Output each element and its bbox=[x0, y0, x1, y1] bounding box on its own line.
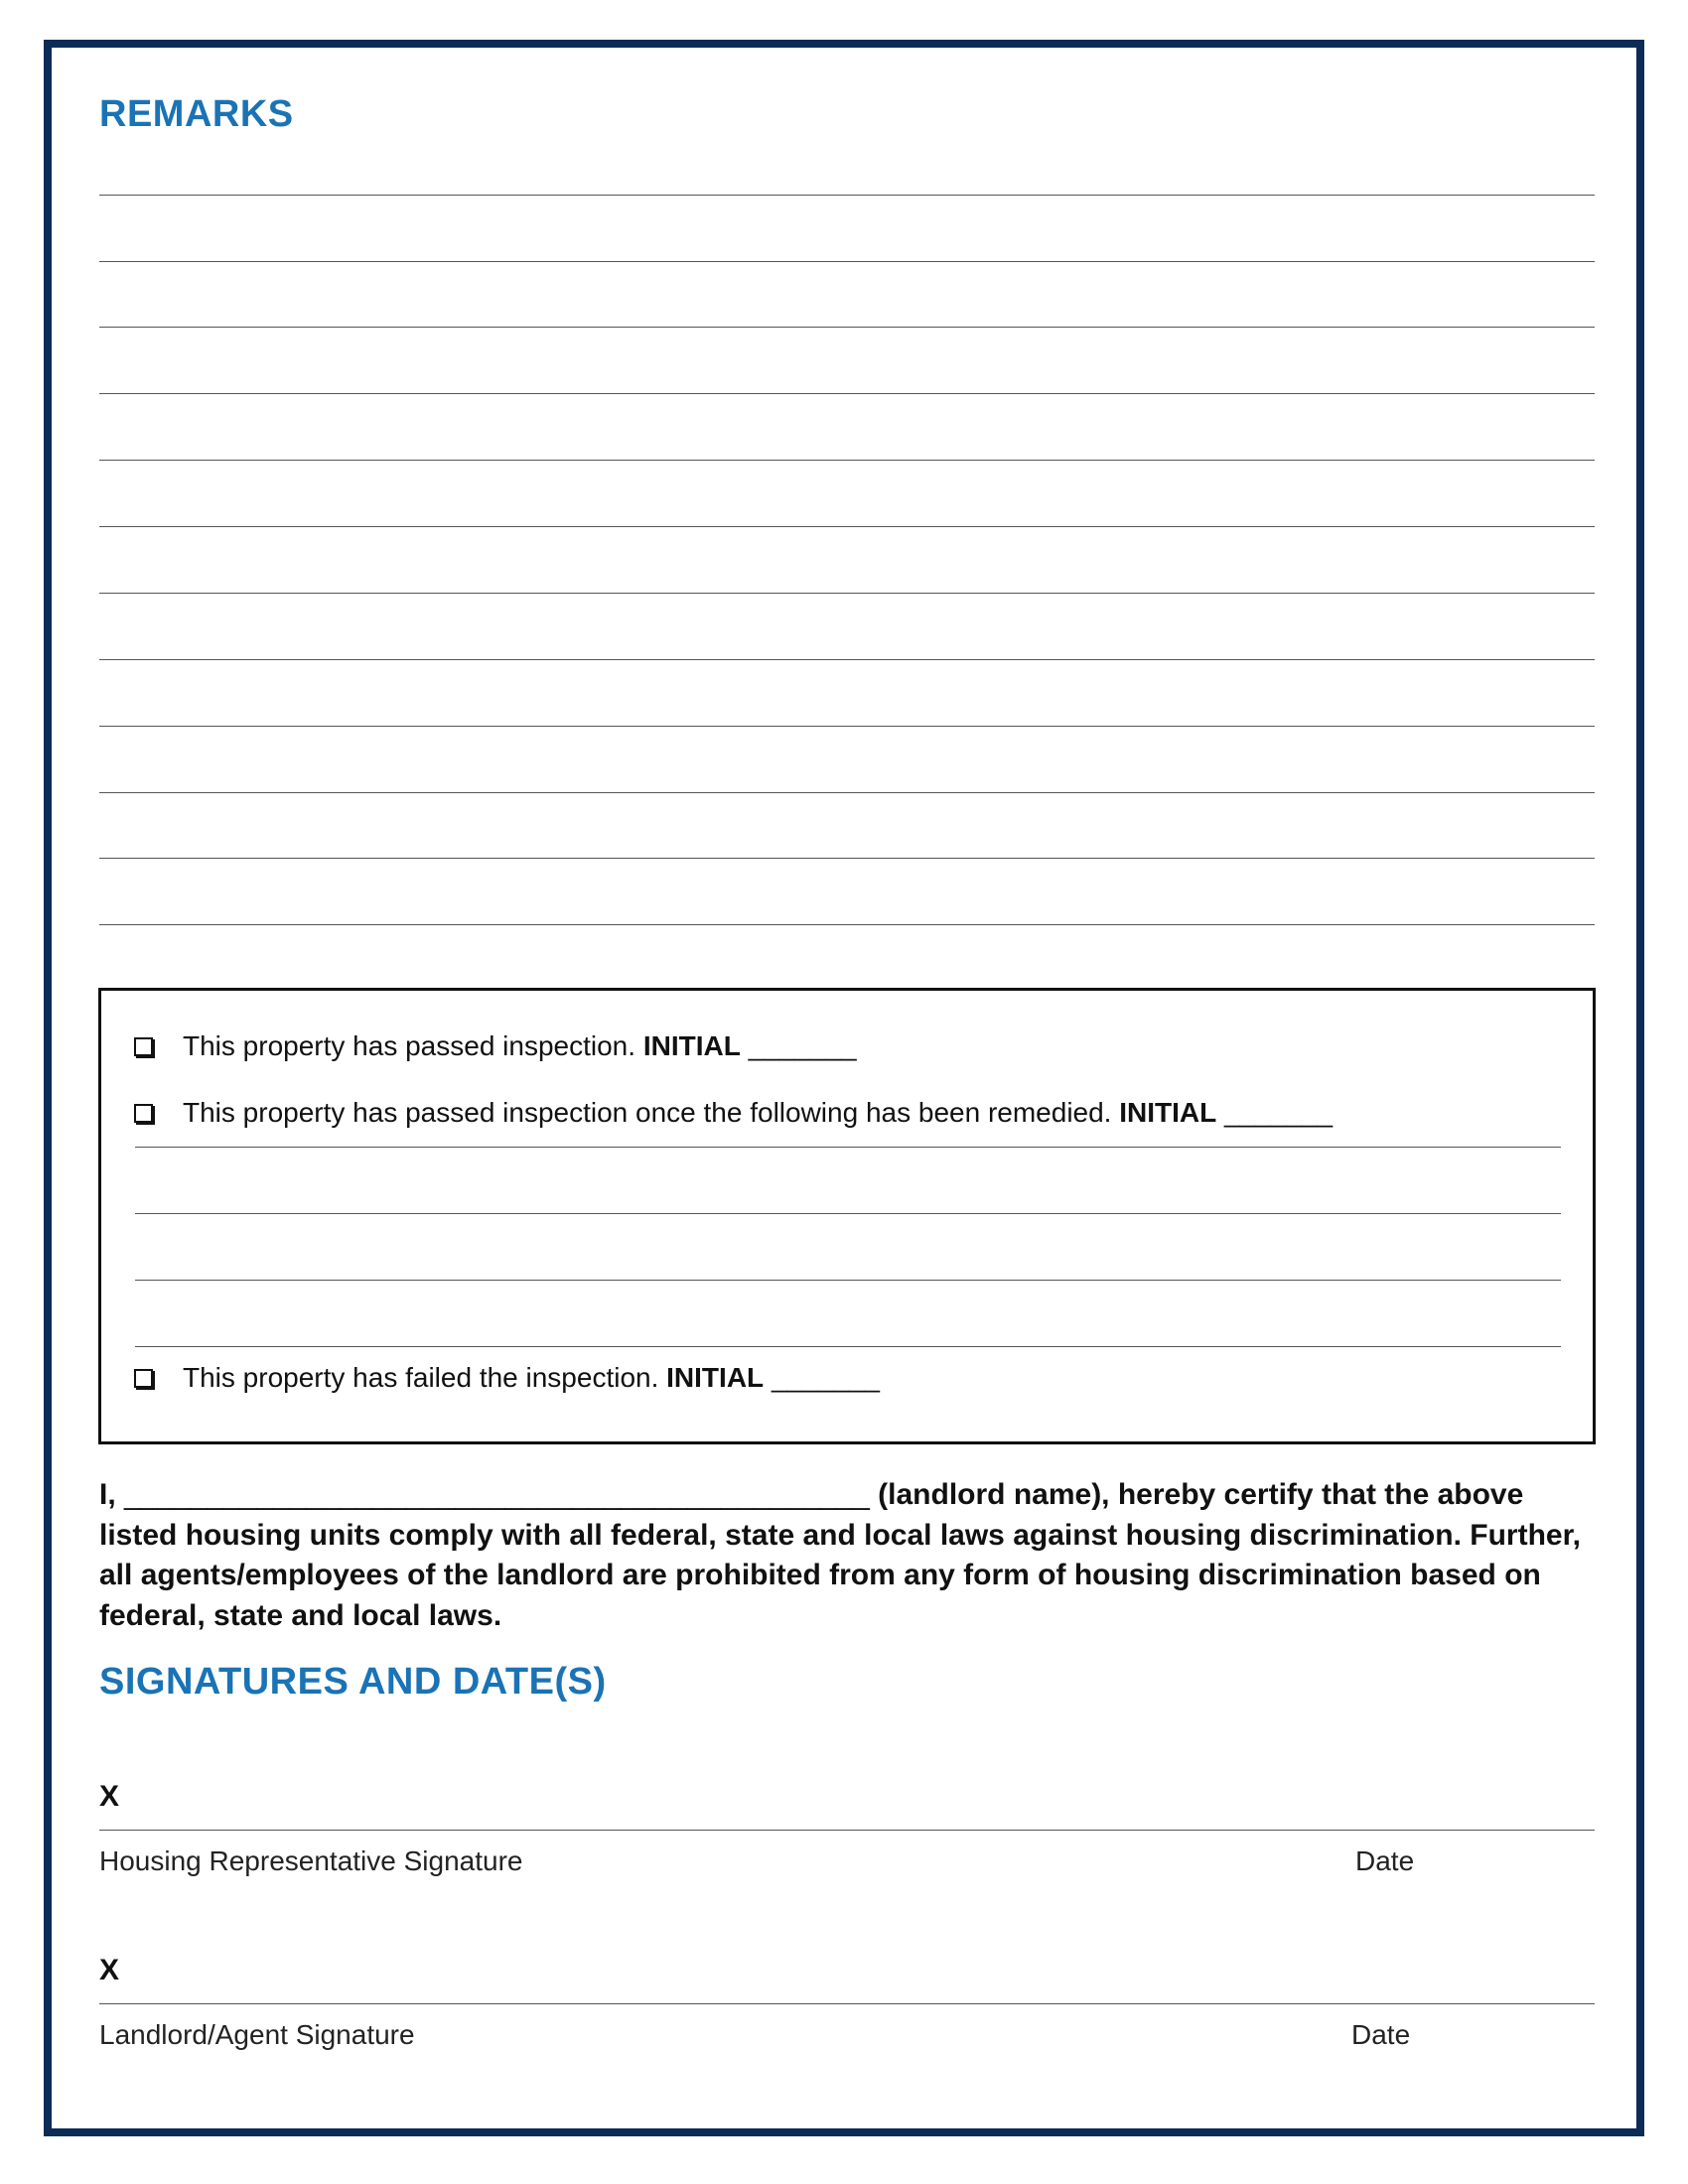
landlord-agent-signature-label: Landlord/Agent Signature bbox=[99, 2019, 415, 2050]
remarks-line[interactable] bbox=[99, 261, 1595, 262]
option-text: This property has passed inspection. bbox=[183, 1030, 643, 1061]
option-failed bbox=[134, 1362, 880, 1394]
option-text: This property has failed the inspection. bbox=[183, 1362, 667, 1393]
remarks-heading: REMARKS bbox=[99, 93, 294, 135]
signature-mark: X bbox=[99, 1954, 120, 1986]
option-passed-remedied bbox=[134, 1097, 1333, 1129]
initial-blank[interactable]: _______ bbox=[748, 1030, 857, 1061]
remarks-line[interactable] bbox=[99, 726, 1595, 727]
checkbox-icon[interactable] bbox=[134, 1369, 153, 1388]
remarks-line[interactable] bbox=[99, 924, 1595, 925]
initial-label: INITIAL bbox=[1119, 1097, 1217, 1128]
remarks-line[interactable] bbox=[99, 858, 1595, 859]
remarks-line[interactable] bbox=[99, 460, 1595, 461]
initial-blank[interactable]: _______ bbox=[771, 1362, 880, 1393]
remarks-line[interactable] bbox=[99, 593, 1595, 594]
remarks-line[interactable] bbox=[99, 792, 1595, 793]
certification-text: (landlord name), hereby certify that the above listed housing units comply with all federal, state and local laws against housing discrimination. Further, all agents/employees of the landlord are prohibited from any form of housing discrimination based on federal, state and local laws. bbox=[99, 1478, 1581, 1632]
housing-rep-signature-label: Housing Representative Signature bbox=[99, 1845, 523, 1876]
option-text: This property has passed inspection once the following has been remedied. bbox=[183, 1097, 1120, 1128]
remedy-line[interactable] bbox=[135, 1346, 1561, 1347]
initial-blank[interactable]: _______ bbox=[1224, 1097, 1334, 1128]
remedy-line[interactable] bbox=[135, 1213, 1561, 1214]
inspection-result-box bbox=[98, 988, 1596, 1444]
remedy-line[interactable] bbox=[135, 1147, 1561, 1148]
remarks-line[interactable] bbox=[99, 659, 1595, 660]
checkbox-icon[interactable] bbox=[134, 1104, 153, 1123]
certification-prefix: I, bbox=[99, 1478, 125, 1511]
date-label: Date bbox=[1355, 1845, 1415, 1876]
remarks-line[interactable] bbox=[99, 327, 1595, 328]
remarks-line[interactable] bbox=[99, 526, 1595, 527]
option-passed bbox=[134, 1030, 857, 1062]
signature-mark: X bbox=[99, 1780, 120, 1813]
date-label: Date bbox=[1351, 2019, 1411, 2050]
remarks-line[interactable] bbox=[99, 393, 1595, 394]
initial-label: INITIAL bbox=[642, 1030, 741, 1061]
landlord-name-blank[interactable]: _____________________________________________ bbox=[124, 1478, 870, 1511]
initial-label: INITIAL bbox=[666, 1362, 765, 1393]
certification-statement bbox=[99, 1475, 1609, 1636]
remarks-line[interactable] bbox=[99, 195, 1595, 196]
signature-line[interactable] bbox=[99, 1830, 1595, 1831]
checkbox-icon[interactable] bbox=[134, 1037, 153, 1056]
signatures-heading: SIGNATURES AND DATE(S) bbox=[99, 1661, 607, 1703]
remedy-line[interactable] bbox=[135, 1280, 1561, 1281]
signature-line[interactable] bbox=[99, 2003, 1595, 2004]
